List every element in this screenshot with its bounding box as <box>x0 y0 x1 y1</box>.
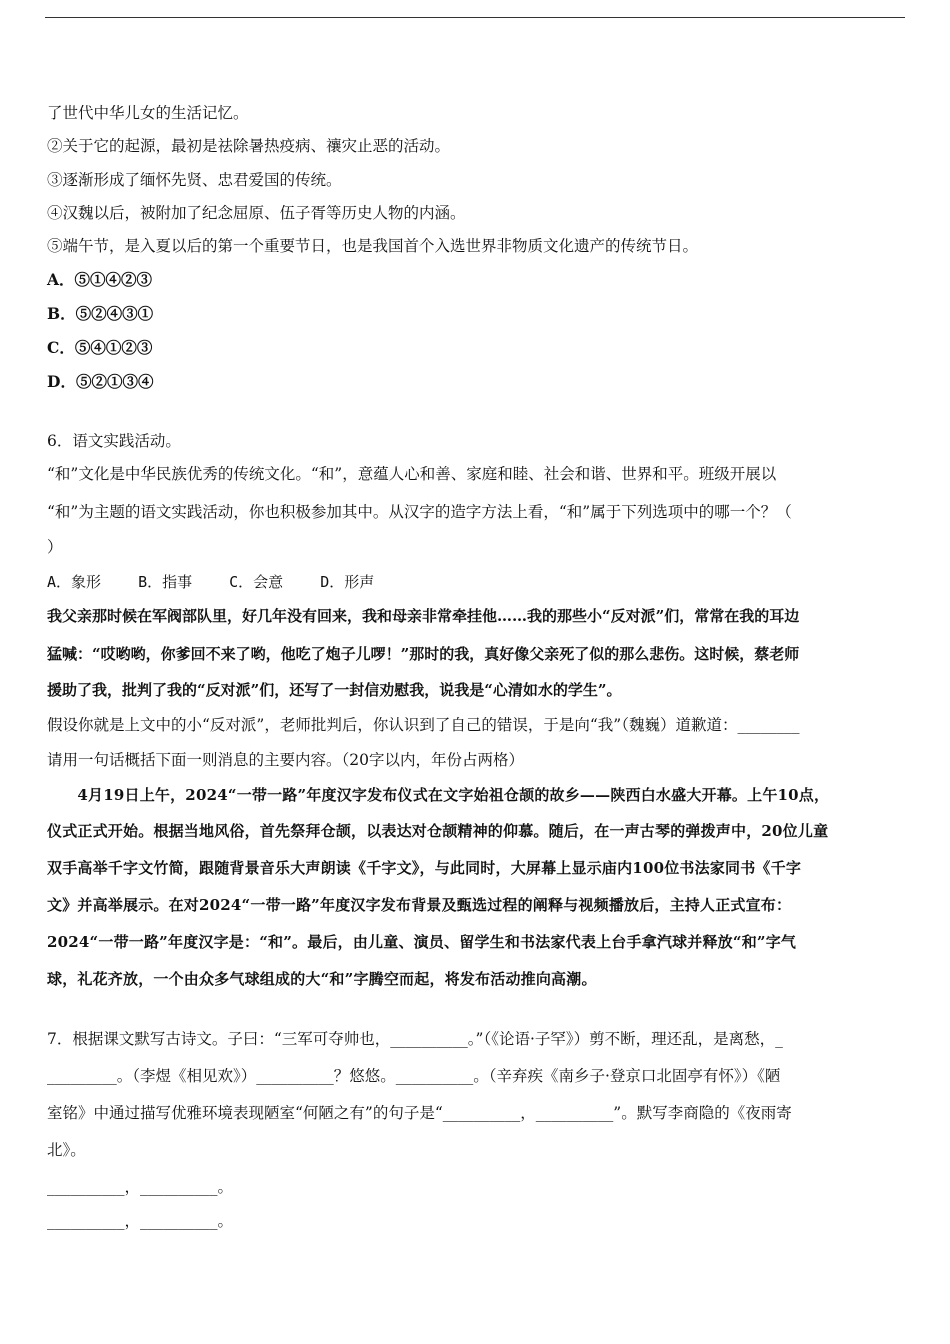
q6-option-c: C．会意 <box>229 573 284 591</box>
q7-blank-line: __________，__________。 <box>47 1212 234 1230</box>
q6-paragraph-line: ） <box>47 538 63 556</box>
q7-line: 室铭》中通过描写优雅环境表现陋室“何陋之有”的句子是“__________，__________”。默写李商隐的《夜雨寄 <box>47 1104 792 1122</box>
q6-option-b: B．指事 <box>138 573 193 591</box>
passage-line: 我父亲那时候在军阀部队里，好几年没有回来，我和母亲非常牵挂他……我的那些小“反对派”们，常常在我的耳边 <box>47 607 800 625</box>
summary-prompt: 请用一句话概括下面一则消息的主要内容。（20字以内，年份占两格） <box>47 751 524 769</box>
q6-option-d: D．形声 <box>320 573 375 591</box>
news-line: 2024“一带一路”年度汉字是：“和”。最后，由儿童、演员、留学生和书法家代表上台手拿汽球并释放“和”字气 <box>47 933 797 951</box>
apology-prompt: 假设你就是上文中的小“反对派”，老师批判后，你认识到了自己的错误，于是向“我”（魏巍）道歉道：________ <box>47 716 800 734</box>
q7-blank-line: __________，__________。 <box>47 1178 234 1196</box>
text-line: 了世代中华儿女的生活记忆。 <box>47 104 249 122</box>
q7-line: _________。（李煜《相见欢》）__________？悠悠。__________。（辛弃疾《南乡子·登京口北固亭有怀》）《陋 <box>47 1067 781 1085</box>
news-line: 球，礼花齐放，一个由众多气球组成的大“和”字腾空而起，将发布活动推向高潮。 <box>47 970 597 988</box>
q5-option-b: B．⑤②④③① <box>47 304 154 323</box>
q5-option-d: D．⑤②①③④ <box>47 372 154 391</box>
news-line: 文》并高举展示。在对2024“一带一路”年度汉字发布背景及甄选过程的阐释与视频播放后，主持人正式宣布： <box>47 896 792 914</box>
news-line: 双手高举千字文竹简，跟随背景音乐大声朗读《千字文》，与此同时，大屏幕上显示庙内100位书法家同书《千字 <box>47 859 802 877</box>
passage-line: 援助了我，批判了我的“反对派”们，还写了一封信劝慰我，说我是“心清如水的学生”。 <box>47 681 622 699</box>
q6-options <box>47 572 374 592</box>
q7-line: 北》。 <box>47 1141 86 1159</box>
q5-option-c: C．⑤④①②③ <box>47 338 153 357</box>
sentence-4: ④汉魏以后，被附加了纪念屈原、伍子胥等历史人物的内涵。 <box>47 204 466 222</box>
q6-heading: 6．语文实践活动。 <box>47 432 181 450</box>
sentence-2: ②关于它的起源，最初是祛除暑热疫病、禳灾止恶的活动。 <box>47 137 451 155</box>
news-line: 仪式正式开始。根据当地风俗，首先祭拜仓颉，以表达对仓颉精神的仰慕。随后，在一声古琴的弹拨声中，20位儿童 <box>47 822 829 840</box>
q6-option-a: A．象形 <box>47 573 102 591</box>
sentence-5: ⑤端午节，是入夏以后的第一个重要节日，也是我国首个入选世界非物质文化遗产的传统节日。 <box>47 237 699 255</box>
q7-line: 7．根据课文默写古诗文。子曰：“三军可夺帅也，__________。”（《论语·子罕》）剪不断，理还乱，是离愁，_ <box>47 1030 783 1048</box>
q6-paragraph-line: “和”为主题的语文实践活动，你也积极参加其中。从汉字的造字方法上看，“和”属于下列选项中的哪一个？（ <box>47 503 792 521</box>
news-line: 4月19日上午，2024“一带一路”年度汉字发布仪式在文字始祖仓颉的故乡——陕西白水盛大开幕。上午10点， <box>47 786 830 804</box>
q6-paragraph-line: “和”文化是中华民族优秀的传统文化。“和”，意蕴人心和善、家庭和睦、社会和谐、世界和平。班级开展以 <box>47 465 777 483</box>
sentence-3: ③逐渐形成了缅怀先贤、忠君爱国的传统。 <box>47 171 342 189</box>
passage-line: 猛喊：“哎哟哟，你爹回不来了哟，他吃了炮子儿啰！”那时的我，真好像父亲死了似的那么悲伤。这时候，蔡老师 <box>47 645 800 663</box>
q5-option-a: A．⑤①④②③ <box>47 270 153 289</box>
header-rule <box>45 17 905 18</box>
